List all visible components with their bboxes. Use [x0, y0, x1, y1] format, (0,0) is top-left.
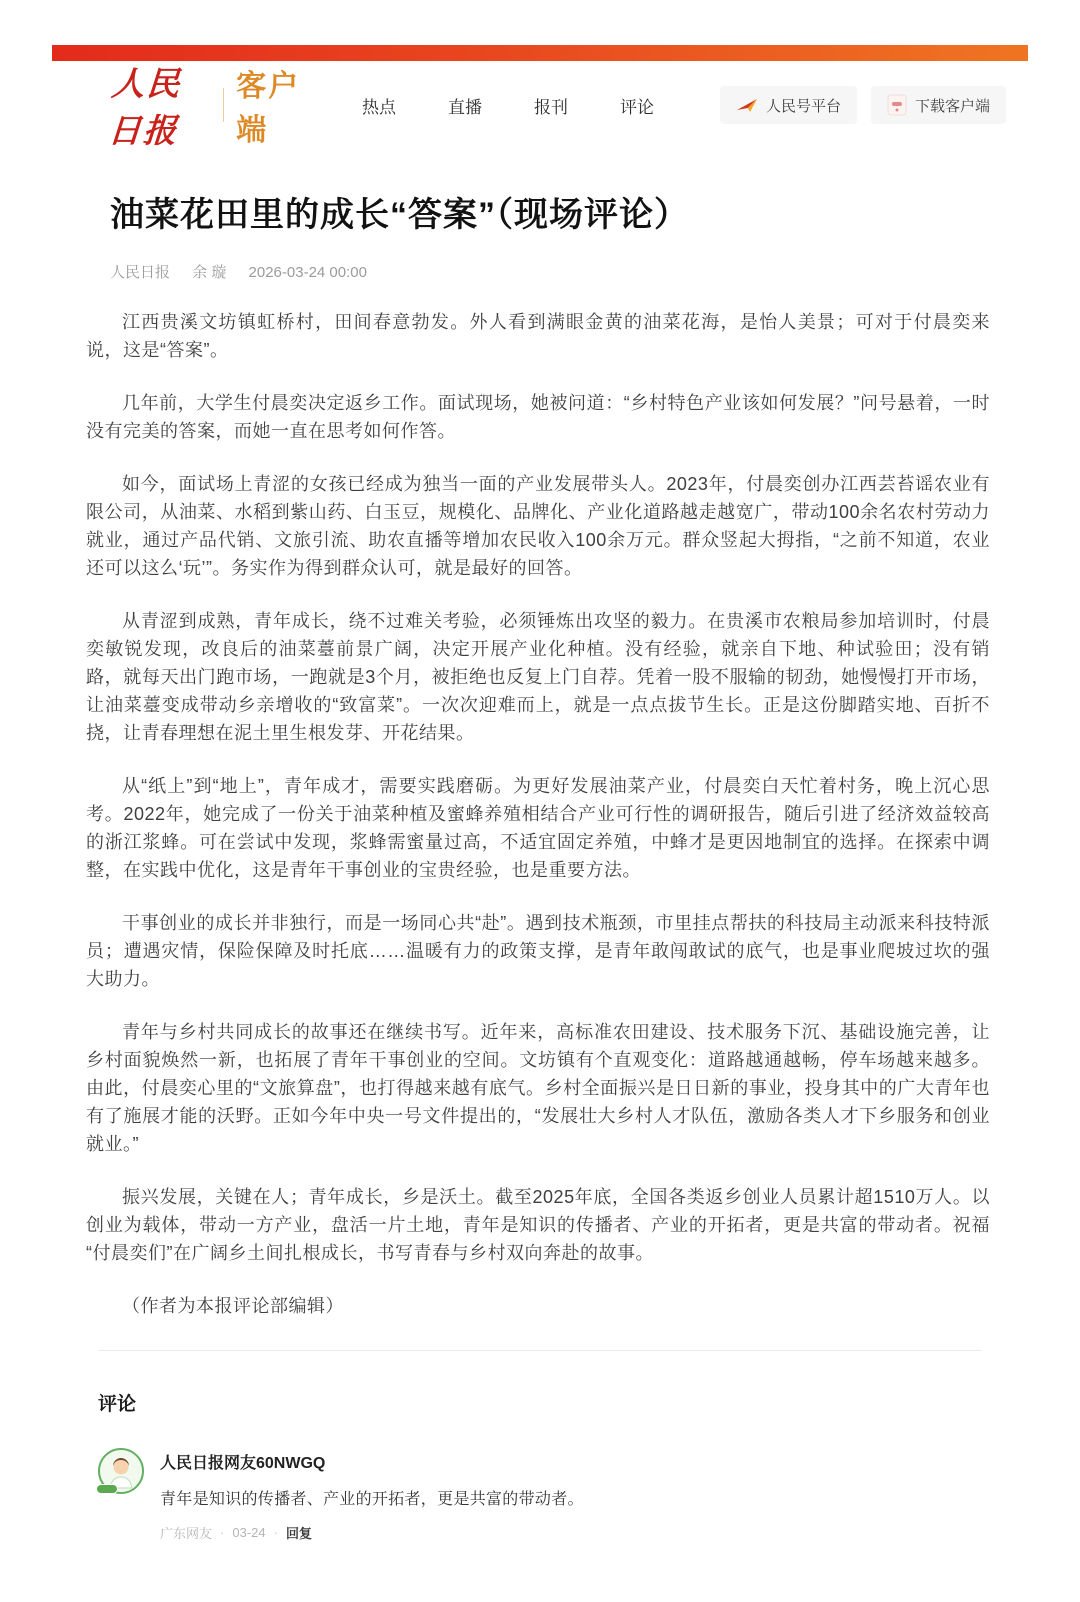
comment-content: 青年是知识的传播者、产业的开拓者，更是共富的带动者。	[160, 1491, 584, 1508]
peoples-account-platform-label: 人民号平台	[765, 97, 841, 115]
logo-divider	[223, 88, 224, 122]
phone-app-icon	[887, 94, 907, 116]
meta-separator: ·	[273, 1525, 278, 1540]
article-paragraph: 如今，面试场上青涩的女孩已经成为独当一面的产业发展带头人。2023年，付晨奕创办江西芸苔谣农业有限公司，从油菜、水稻到紫山药、白玉豆，规模化、品牌化、产业化道路越走越宽广，带动100余名农村劳动力就业，通过产品代销、文旅引流、助农直播等增加农民收入100余万元。群众竖起大拇指，“之前不知道，农业还可以这么‘玩’”。务实作为得到群众认可，就是最好的回答。	[86, 474, 990, 578]
article-title: 油菜花田里的成长“答案”（现场评论）	[110, 196, 689, 234]
client-label: 客户端	[236, 70, 301, 147]
article-byline	[110, 261, 982, 282]
comments-section	[52, 1350, 1028, 1602]
meta-separator: ·	[220, 1525, 225, 1540]
commenter-avatar[interactable]	[98, 1448, 144, 1494]
comments-section-title: 评论	[98, 1394, 137, 1415]
reply-button[interactable]: 回复	[285, 1526, 312, 1541]
site-header	[52, 61, 1028, 150]
commenter-location: 广东网友	[160, 1526, 213, 1541]
comment-item	[98, 1448, 982, 1542]
article-paragraph: 振兴发展，关键在人；青年成长，乡是沃土。截至2025年底，全国各类返乡创业人员累计超1510万人。以创业为载体，带动一方产业，盘活一片土地，青年是知识的传播者、产业的开拓者，更是共富的带动者。祝福“付晨奕们”在广阔乡土间扎根成长，书写青春与乡村双向奔赴的故事。	[86, 1187, 990, 1263]
nav-item-hotspots[interactable]: 热点	[361, 97, 396, 117]
article-datetime: 2026-03-24 00:00	[248, 264, 367, 281]
article-source: 人民日报	[110, 264, 171, 281]
article-author: 余 璇	[192, 264, 227, 281]
article-paragraph: 几年前，大学生付晨奕决定返乡工作。面试现场，她被问道：“乡村特色产业该如何发展？”问号悬着，一时没有完美的答案，而她一直在思考如何作答。	[86, 393, 990, 441]
commenter-username: 人民日报网友60NWGQ	[160, 1455, 326, 1472]
nav-item-newspaper[interactable]: 报刊	[533, 97, 568, 117]
article-paragraph: 从青涩到成熟，青年成长，绕不过难关考验，必须锤炼出攻坚的毅力。在贵溪市农粮局参加培训时，付晨奕敏锐发现，改良后的油菜薹前景广阔，决定开展产业化种植。没有经验，就亲自下地、种试验田；没有销路，就每天出门跑市场，一跑就是3个月，被拒绝也反复上门自荐。凭着一股不服输的韧劲，她慢慢打开市场，让油菜薹变成带动乡亲增收的“致富菜”。一次次迎难而上，就是一点点拔节生长。正是这份脚踏实地、百折不挠，让青春理想在泥土里生根发芽、开花结果。	[86, 611, 990, 743]
peoples-daily-logo-text: 人民日报	[106, 64, 183, 150]
comment-date: 03-24	[232, 1525, 266, 1540]
download-client-label: 下载客户端	[914, 97, 990, 115]
comment-main	[160, 1448, 584, 1542]
author-note: （作者为本报评论部编辑）	[122, 1296, 344, 1316]
article-paragraph: 江西贵溪文坊镇虹桥村，田间春意勃发。外人看到满眼金黄的油菜花海，是怡人美景；可对于付晨奕来说，这是“答案”。	[86, 312, 990, 360]
nav-item-comments[interactable]: 评论	[619, 97, 654, 117]
main-nav	[362, 93, 706, 118]
article-body	[86, 308, 990, 1320]
header-actions	[706, 86, 1028, 124]
avatar-badge	[96, 1484, 118, 1494]
section-divider	[98, 1350, 982, 1351]
comment-meta	[160, 1523, 584, 1542]
page	[52, 0, 1028, 1602]
article-paragraph: 从“纸上”到“地上”，青年成才，需要实践磨砺。为更好发展油菜产业，付晨奕白天忙着村务，晚上沉心思考。2022年，她完成了一份关于油菜种植及蜜蜂养殖相结合产业可行性的调研报告，随后引进了经济效益较高的浙江浆蜂。可在尝试中发现，浆蜂需蜜量过高，不适宜固定养殖，中蜂才是更因地制宜的选择。在探索中调整，在实践中优化，这是青年干事创业的宝贵经验，也是重要方法。	[86, 776, 990, 880]
article-paragraph: 青年与乡村共同成长的故事还在继续书写。近年来，高标准农田建设、技术服务下沉、基础设施完善，让乡村面貌焕然一新，也拓展了青年干事创业的空间。文坊镇有个直观变化：道路越通越畅，停车场越来越多。由此，付晨奕心里的“文旅算盘”，也打得越来越有底气。乡村全面振兴是日日新的事业，投身其中的广大青年也有了施展才能的沃野。正如今年中央一号文件提出的，“发展壮大乡村人才队伍，激励各类人才下乡服务和创业就业。”	[86, 1022, 990, 1154]
peoples-account-platform-button[interactable]	[720, 86, 857, 124]
article	[52, 193, 1028, 1320]
nav-item-live[interactable]: 直播	[447, 97, 482, 117]
article-paragraph: 干事创业的成长并非独行，而是一场同心共“赴”。遇到技术瓶颈，市里挂点帮扶的科技局主动派来科技特派员；遭遇灾情，保险保障及时托底……温暖有力的政策支撑，是青年敢闯敢试的底气，也是事业爬坡过坎的强大助力。	[86, 913, 990, 989]
paper-plane-icon	[736, 96, 758, 114]
brand-logo[interactable]	[106, 58, 304, 152]
download-client-button[interactable]	[871, 86, 1006, 124]
